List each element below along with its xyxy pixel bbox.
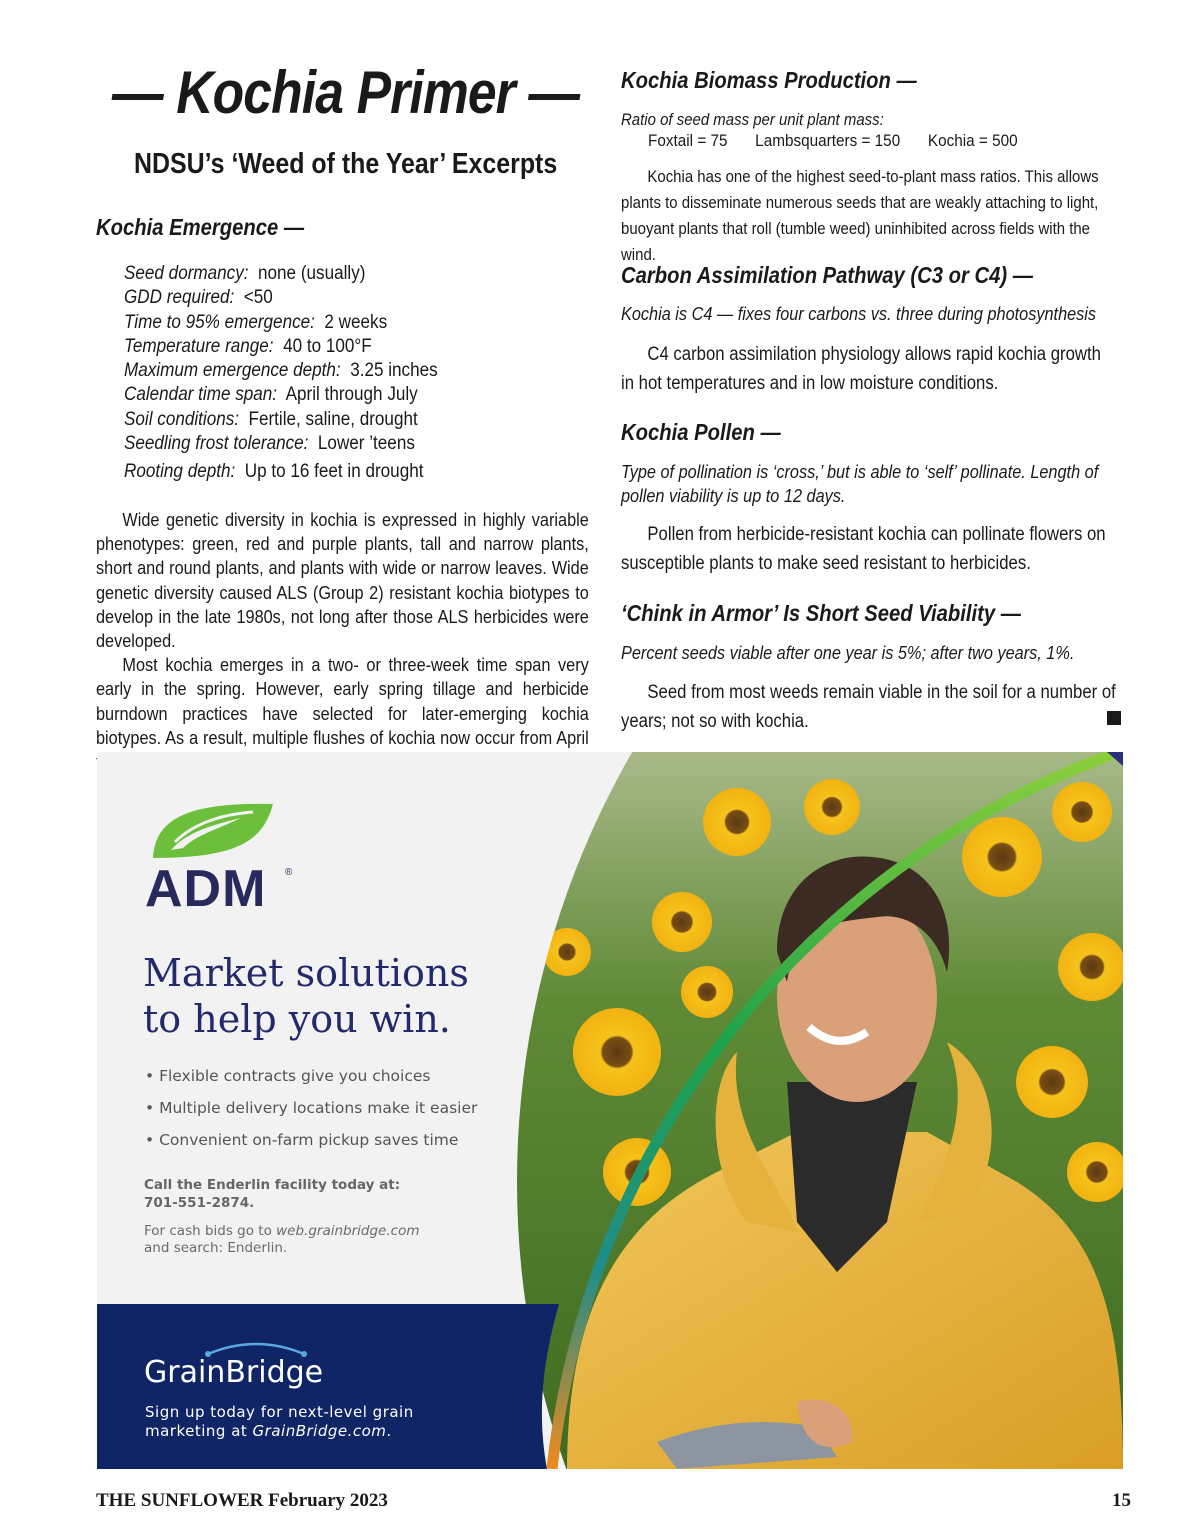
armor-subhead: Percent seeds viable after one year is 5%; after two years, 1%. xyxy=(621,642,1075,663)
fact-value: none (usually) xyxy=(258,263,366,284)
fact-row xyxy=(124,311,438,335)
fact-label: Seed dormancy: xyxy=(124,263,249,284)
page-subtitle: NDSU’s ‘Weed of the Year’ Excerpts xyxy=(134,148,558,180)
fact-value: April through July xyxy=(285,384,418,406)
adm-wordmark: ADM xyxy=(145,860,267,918)
fact-label: Maximum emergence depth: xyxy=(124,360,341,382)
grainbridge-logo xyxy=(144,1338,354,1390)
section-heading-emergence: Kochia Emergence — xyxy=(96,214,305,240)
carbon-body xyxy=(621,340,1118,398)
biomass-value: Lambsquarters = 150 xyxy=(755,131,901,150)
fact-value: Lower ’teens xyxy=(317,433,415,455)
body-paragraph: C4 carbon assimilation physiology allows rapid kochia growth in hot temperatures and in low moisture conditions. xyxy=(621,344,1101,394)
fact-value: 2 weeks xyxy=(324,311,388,333)
signup-suffix: . xyxy=(386,1422,392,1440)
ad-headline-line: to help you win. xyxy=(143,997,451,1041)
fact-label: Soil conditions: xyxy=(124,408,240,430)
biomass-values xyxy=(648,131,1041,151)
section-heading-carbon: Carbon Assimilation Pathway (C3 or C4) — xyxy=(621,262,1034,288)
web-prefix: For cash bids go to xyxy=(144,1223,277,1239)
fact-row xyxy=(124,286,438,310)
section-heading-armor: ‘Chink in Armor’ Is Short Seed Viability — xyxy=(621,600,1022,626)
ad-web-info xyxy=(144,1223,420,1257)
end-of-article-mark xyxy=(1107,711,1121,725)
adm-leaf-logo xyxy=(145,800,275,860)
biomass-ratio-label: Ratio of seed mass per unit plant mass: xyxy=(621,110,884,129)
grainbridge-wordmark: GrainBridge xyxy=(144,1355,324,1390)
ad-bullet: • Flexible contracts give you choices xyxy=(145,1067,431,1085)
fact-label: Time to 95% emergence: xyxy=(124,311,315,333)
body-paragraph: Pollen from herbicide-resistant kochia can pollinate flowers on susceptible plants to make seed resistant to herbicides. xyxy=(621,524,1106,574)
fact-row xyxy=(124,383,438,407)
biomass-value: Foxtail = 75 xyxy=(648,131,728,150)
signup-prefix: marketing at xyxy=(145,1422,253,1440)
armor-body xyxy=(621,678,1118,736)
call-line: Call the Enderlin facility today at: xyxy=(144,1177,401,1193)
section-heading-biomass: Kochia Biomass Production — xyxy=(621,67,917,93)
carbon-subhead: Kochia is C4 — fixes four carbons vs. three during photosynthesis xyxy=(621,303,1097,324)
biomass-body xyxy=(621,164,1123,268)
fact-row xyxy=(124,335,438,359)
ad-bullet: • Multiple delivery locations make it easier xyxy=(145,1099,478,1117)
fact-row xyxy=(124,432,438,456)
fact-value: 40 to 100°F xyxy=(283,335,372,357)
section-heading-pollen: Kochia Pollen — xyxy=(621,419,781,445)
fact-row xyxy=(124,408,438,432)
body-paragraph: Most kochia emerges in a two- or three-week time span very early in the spring. However, early spring tillage and herbicide burndown practices have selected for later-emerging kochia biotypes. As a result, multiple flushes of kochia now occur from April xyxy=(96,654,589,748)
ad-headline-line: Market solutions xyxy=(143,951,469,995)
footer-publication: THE SUNFLOWER February 2023 xyxy=(96,1490,388,1511)
page-number: 15 xyxy=(1112,1490,1131,1511)
fact-row xyxy=(124,262,438,286)
fact-label: Rooting depth: xyxy=(124,461,236,483)
ad-call-info xyxy=(144,1176,400,1212)
fact-value: 3.25 inches xyxy=(350,360,438,382)
body-paragraph: Kochia has one of the highest seed-to-plant mass ratios. This allows plants to disseminate numerous seeds that are weakly attaching to light, buoyant plants that roll (tumble weed) uninhibited across fields with the wind. xyxy=(621,167,1099,264)
web-line2: and search: Enderlin. xyxy=(144,1240,288,1256)
emergence-body xyxy=(96,508,589,774)
web-link[interactable]: web.grainbridge.com xyxy=(276,1223,420,1239)
ad-bullet-list xyxy=(145,1060,477,1156)
ad-headline xyxy=(143,950,469,1042)
pollen-body xyxy=(621,520,1118,578)
biomass-value: Kochia = 500 xyxy=(927,131,1018,150)
fact-label: Temperature range: xyxy=(124,335,274,357)
fact-label: Calendar time span: xyxy=(124,384,278,406)
body-paragraph: Seed from most weeds remain viable in the soil for a number of years; not so with kochia. xyxy=(621,682,1116,732)
signup-line: Sign up today for next-level grain xyxy=(145,1403,414,1421)
fact-row xyxy=(124,359,438,383)
fact-value: Fertile, saline, drought xyxy=(248,408,418,430)
fact-value: Up to 16 feet in drought xyxy=(244,461,424,483)
page-title: — Kochia Primer — xyxy=(112,59,580,126)
pollen-subhead: Type of pollination is ‘cross,’ but is able to ‘self’ pollinate. Length of pollen viability is up to 12 days. xyxy=(621,461,1099,506)
emergence-facts-list xyxy=(124,262,473,485)
grainbridge-signup xyxy=(145,1403,414,1441)
fact-value: <50 xyxy=(243,287,273,309)
grainbridge-link[interactable]: GrainBridge.com xyxy=(252,1422,387,1440)
fact-label: GDD required: xyxy=(124,287,235,309)
registered-mark: ® xyxy=(285,867,293,878)
ad-bullet: • Convenient on-farm pickup saves time xyxy=(145,1131,459,1149)
fact-row xyxy=(124,460,438,484)
phone-number: 701-551-2874. xyxy=(144,1195,255,1211)
body-paragraph: Wide genetic diversity in kochia is expressed in highly variable phenotypes: green, red and purple plants, tall and narrow plants, short and round plants, and plants with wide or narrow leaves. Wide genetic diversity caused ALS (Group 2) resistant kochia biotypes to develop in the late 1980s, not long after those ALS herbicides were developed. xyxy=(96,509,589,652)
fact-label: Seedling frost tolerance: xyxy=(124,433,309,455)
adm-advertisement[interactable] xyxy=(97,752,1123,1469)
